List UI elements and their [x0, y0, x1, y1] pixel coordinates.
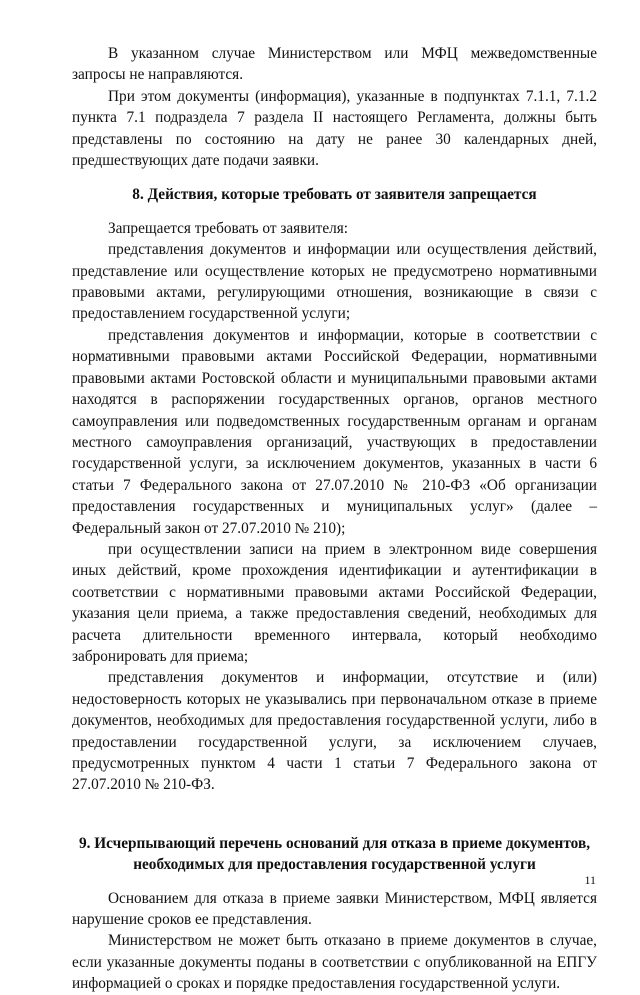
paragraph: представления документов и информации, отсутствие и (или) недостоверность которых не указывались при первоначальном отказе в приеме документов, необходимых для предоставления государственной услуги, либо в предоставлении государственной услуги, за исключением случаев, предусмотренных пунктом 4 части 1 статьи 7 Федерального закона от 27.07.2010 № 210-ФЗ.	[72, 669, 597, 794]
section-8-heading: 8. Действия, которые требовать от заявителя запрещается	[132, 186, 537, 204]
paragraph: представления документов и информации или осуществления действий, представление или осуществление которых не предусмотрено нормативными правовыми актами, регулирующими отношения, возникающие в связи с предоставлением государственной услуги;	[72, 241, 597, 323]
section-9-heading: 9. Исчерпывающий перечень оснований для отказа в приеме документов, необходимых для предоставления государственной услуги	[78, 834, 591, 874]
paragraph: при осуществлении записи на прием в электронном виде совершения иных действий, кроме прохождения идентификации и аутентификации в соответствии с нормативными правовыми актами Российской Федерации, указания цели приема, а также предоставления сведений, необходимых для расчета длительности временного интервала, который необходимо забронировать для приема;	[72, 540, 597, 665]
page-number: 11	[584, 873, 596, 887]
paragraph: Запрещается требовать от заявителя:	[108, 219, 349, 237]
paragraph: Основанием для отказа в приеме заявки Министерством, МФЦ является нарушение сроков ее представления.	[72, 889, 597, 929]
paragraph: В указанном случае Министерством или МФЦ межведомственные запросы не направляются.	[72, 45, 597, 84]
paragraph: Министерством не может быть отказано в приеме документов в случае, если указанные документы поданы в соответствии с опубликованной на ЕПГУ информацией о сроках и порядке предоставления государственной услуги.	[72, 932, 597, 993]
document-body	[72, 43, 597, 995]
paragraph: представления документов и информации, которые в соответствии с нормативными правовыми актами Российской Федерации, нормативными правовыми актами Ростовской области и муниципальными правовыми актами находятся в распоряжении государственных органов, органов местного самоуправления или подведомственных государственным органам и органам местного самоуправления организаций, участвующих в предоставлении государственной услуги, за исключением документов, указанных в части 6 статьи 7 Федерального закона от 27.07.2010 № 210-ФЗ «Об организации предоставления государственных и муниципальных услуг» (далее – Федеральный закон от 27.07.2010 № 210);	[72, 326, 597, 537]
paragraph: При этом документы (информация), указанные в подпунктах 7.1.1, 7.1.2 пункта 7.1 подраздела 7 раздела II настоящего Регламента, должны быть представлены по состоянию на дату не ранее 30 календарных дней, предшествующих дате подачи заявки.	[72, 87, 597, 170]
